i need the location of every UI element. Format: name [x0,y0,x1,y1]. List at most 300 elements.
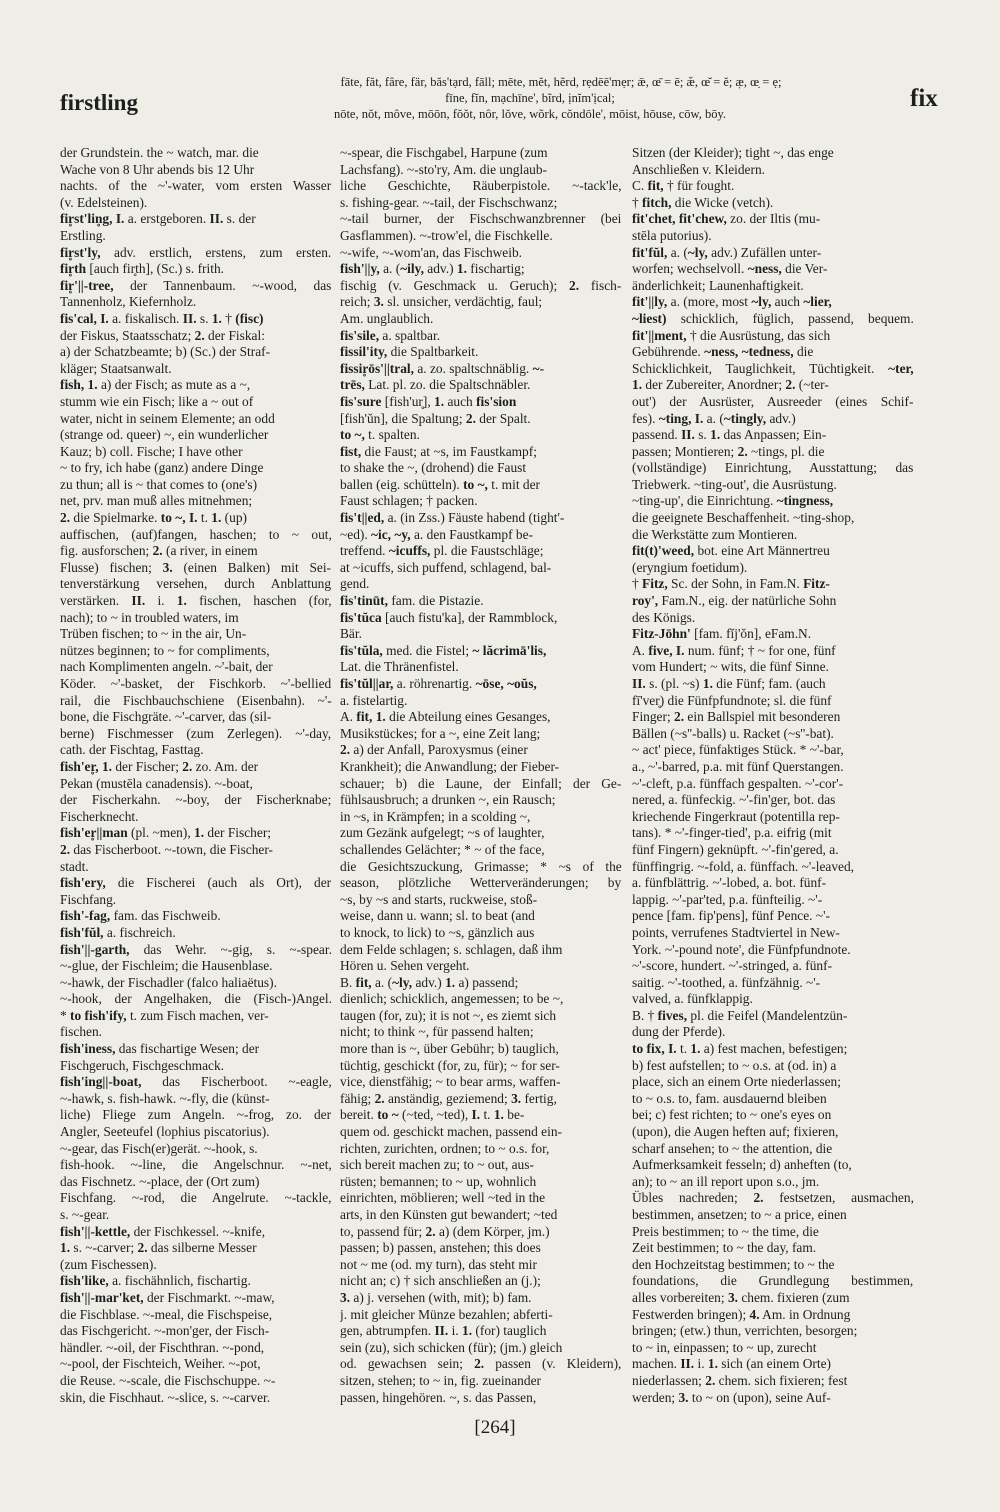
dict-line [632,925,914,942]
headword: 1. [462,1323,473,1339]
headword: 1. [710,427,721,443]
entry-text: bestimmen, ansetzen; to ~ a price, einen [632,1207,847,1222]
entry-text: Festwerden bringen); [632,1306,750,1322]
entry-text: a. ( [379,261,401,277]
dict-line [340,328,622,345]
entry-text: † [632,194,643,210]
headword: 1. [434,393,445,409]
entry-text: nicht; to think ~, für passend halten; [340,1024,534,1040]
headword: to ~, [340,427,365,443]
dict-line [60,759,332,776]
entry-text: fischen, haschen (for, [186,593,332,609]
entry-text: [fish'ŭn], die Spaltung; [340,410,466,426]
dict-line [60,792,332,809]
headword: Fitz-Jōhn' [632,626,691,642]
dict-line [60,1373,332,1390]
dict-line [340,726,622,743]
entry-text: B. [340,974,356,990]
dict-line [60,925,332,942]
dict-line [632,1323,914,1340]
dict-line [60,842,332,859]
entry-text: i. [694,1356,708,1372]
entry-text: die Wicke (vetch). [671,194,774,210]
entry-text: Übles nachreden; [632,1190,754,1206]
entry-text: a. zo. spaltschnäblig. [413,360,533,376]
headword: 1. [176,593,187,609]
entry-text: Pekan (mustēla canadensis). ~-boat, [60,775,253,791]
entry-text: ballen (eig. schütteln). [340,476,464,492]
dict-line [632,311,914,328]
entry-text: das Anpassen; Ein- [720,427,827,443]
dict-line [60,510,332,527]
entry-text: to knock, to lick) to ~s, gänzlich aus [340,924,535,940]
entry-text: fig. ausforschen; [60,543,153,559]
entry-text: med. die Fistel; [382,642,473,658]
entry-text: die Werkstätte zum Montieren. [632,526,798,542]
entry-text: t. zum Fisch machen, ver- [126,1007,269,1023]
entry-text: ~-hawk, der Fischadler (falco haliaëtus). [60,974,277,990]
entry-text: a. ( [703,410,724,426]
entry-text: Fischgeruch, Fischgeschmack. [60,1057,224,1073]
entry-text: to, passend für; [340,1223,426,1239]
dict-line [632,527,914,544]
headword: fives, [657,1007,688,1023]
entry-text: s. ~-gear. [60,1207,110,1222]
dict-line [60,576,332,593]
headword: 1. [375,709,386,725]
entry-text: to ~ o.s. to, fam. ausdauernd bleiben [632,1090,827,1106]
dict-line [340,1074,622,1091]
entry-text: Fischfang. [60,891,117,907]
entry-text: a. (more, most [667,294,752,310]
entry-text: Tannenholz, Kiefernholz. [60,294,197,310]
dict-line [632,493,914,510]
headword: fitch, [642,194,672,210]
dictionary-column-3 [632,145,914,1406]
dict-line [632,510,914,527]
entry-text: Schicklichkeit, Tauglichkeit, Tüchtigkeit. [632,360,889,376]
entry-text: berne) Fischmesser (zum Zerlegen). ~'-day, [60,725,332,741]
entry-text: bone, die Fischgräte. ~'-carver, das (sil- [60,709,272,725]
entry-text: nachts. of the ~'-water, vom ersten Wasser [60,178,332,194]
dict-line [340,1307,622,1324]
entry-text: A. [632,642,649,658]
headword: 3. [511,1090,522,1106]
dict-line [340,1323,622,1340]
dict-line [632,278,914,295]
dict-line [60,560,332,577]
dict-line [60,809,332,826]
entry-text: (eryngium foetidum). [632,559,748,575]
entry-text: Lat. pl. zo. die Spaltschnäbler. [364,377,531,393]
entry-text: s. [694,427,711,443]
dict-line [632,776,914,793]
dict-line [60,1257,332,1274]
headword: 1. [690,1041,701,1057]
entry-text: schicklich, füglich, passend, bequem. [666,310,914,326]
dict-line [60,1074,332,1091]
headword: to ~ [377,1107,399,1123]
dict-line [60,1207,332,1224]
headword: 2. [705,1372,716,1388]
entry-text: valved, a. fünfklappig. [632,991,753,1007]
dict-line [632,1091,914,1108]
dict-line [340,759,622,776]
dict-line [632,195,914,212]
headword: II. [632,676,646,691]
entry-text: gen, abtrumpfen. [340,1323,435,1339]
dict-line [340,1024,622,1041]
dict-line [340,344,622,361]
headword: 2. [182,758,193,774]
headword: ~liest) [632,310,667,326]
dict-line [60,427,332,444]
headword: fist, [340,443,362,459]
dict-line [60,527,332,544]
entry-text: a) der Schatzbeamte; b) (Sc.) der Straf- [60,344,271,360]
dict-line [632,1257,914,1274]
entry-text: das fischartige Wesen; der [115,1041,260,1057]
dict-line [632,394,914,411]
entry-text: bringen; (etw.) thun, verrichten, besorgen; [632,1323,858,1339]
entry-text: † [221,310,236,326]
entry-text: [fam. fĭj'ŏn], eFam.N. [690,626,812,642]
dict-line [340,493,622,510]
entry-text: vom Hundert; ~ wits, die fünf Sinne. [632,659,829,675]
dict-line [340,1091,622,1108]
entry-text: Erstling. [60,227,106,243]
headword: 3. [373,294,384,310]
headword: to ~, [463,476,488,492]
dict-line [340,676,622,693]
entry-text: Kauz; b) coll. Fische; I have other [60,443,243,459]
entry-text: Angler, Seeteufel (lophius piscatorius). [60,1124,270,1140]
entry-text: schauer; b) die Laune, der Einfall; der Ge- [340,775,622,791]
dict-line [60,394,332,411]
entry-text: † [632,576,643,592]
dict-line [60,776,332,793]
entry-text: (einen Balken) mit Sei- [172,559,332,575]
entry-text: machen. [632,1356,681,1372]
entry-text: Zeit bestimmen; to ~ the day, fam. [632,1240,817,1256]
headword: fish'like, [60,1273,109,1289]
headword: ~ily, [400,261,424,277]
headword: fis'tŭca [340,609,382,625]
dict-line [632,693,914,710]
dict-line [60,610,332,627]
dict-line [340,527,622,544]
entry-text: kriechende Fingerkraut (potentilla rep- [632,808,840,824]
entry-text: festsetzen, ausmachen, [763,1190,914,1206]
headword: I. [471,1107,481,1123]
headword: fir̥st'lin̥g, [60,211,113,227]
entry-text: niederlassen; [632,1372,706,1388]
headword: trēs, [340,377,365,393]
entry-text: a) j. versehen (with, mit); b) fam. [350,1289,532,1305]
entry-text: a) fest machen, befestigen; [700,1041,848,1057]
entry-text: ~ed). [340,526,372,542]
headword: 1. [632,377,643,393]
headword: 2. [137,1240,148,1256]
dict-line [632,1273,914,1290]
headword: 4. [749,1306,760,1322]
entry-text: points, verrufenes Stadtviertel in New- [632,924,840,940]
dict-line [340,1390,622,1407]
entry-text: die Gesichtszuckung, Grimasse; * ~s of the [340,858,622,874]
entry-text: s. der [223,211,256,227]
headword: ~tingly, [723,410,767,426]
dict-line [632,1224,914,1241]
dict-line [632,1141,914,1158]
entry-text: sitzen, stehen; to ~ in, fig. zueinander [340,1372,541,1388]
entry-text: nach Komplimenten angeln. ~'-bait, der [60,659,273,675]
dict-line [340,1157,622,1174]
entry-text: Aufmerksamkeit fesseln; d) anheften (to, [632,1157,852,1173]
entry-text: der Spalt. [475,410,531,426]
dict-line [632,1190,914,1207]
headword: 1. [211,510,222,526]
headword: ~ly, [392,974,413,990]
pronunciation-key-line-2: fīne, fĭn, mạchīne', bĩrd, ịnĭm'ịcal; [445,91,615,105]
entry-text: passen; Montieren; [632,443,738,459]
dict-line [340,145,622,162]
headword: 3. [340,1289,351,1305]
headword: fish'-fag, [60,908,111,924]
dict-line [60,742,332,759]
headword: Fitz, [642,576,668,592]
entry-text: weise, dann u. wann; sl. to beat (and [340,908,535,924]
entry-text: foundations, die Grundlegung bestimmen, [632,1273,914,1289]
dict-line [60,726,332,743]
dict-line [632,411,914,428]
dict-line [632,742,914,759]
entry-text: j. mit gleicher Münze bezahlen; abferti- [340,1306,553,1322]
entry-text: der Tannenbaum. ~-wood, das [113,277,332,293]
dict-line [340,643,622,660]
entry-text: † die Ausrüstung, das sich [686,327,831,343]
entry-text: das Fischgericht. ~-mon'ger, der Fisch- [60,1323,270,1339]
entry-text: stēla putorius). [632,227,712,243]
headword: fit'chet, fit'chew, [632,211,727,227]
dict-line [632,1207,914,1224]
entry-text: season, plötzliche Wetterveränderungen; by [340,875,622,891]
headword: 1. [445,974,456,990]
dict-line [60,1340,332,1357]
entry-text: A. [340,709,357,725]
headword: 2. [60,510,71,526]
headword: Fitz- [803,576,830,592]
entry-text: Musikstückes; for a ~, eine Zeit lang; [340,725,541,741]
entry-text: auch [771,294,804,310]
entry-text: passend. [632,427,682,443]
entry-text: pl. die Feifel (Mandelentzün- [687,1007,848,1023]
dict-line [340,1290,622,1307]
dict-line [60,1323,332,1340]
dict-line [60,1124,332,1141]
dict-line [60,991,332,1008]
entry-text: Anschließen v. Kleidern. [632,161,765,177]
headword: fish, [60,377,85,393]
entry-text: schallendes Gelächter; * ~ of the face, [340,841,545,857]
entry-text: fünf Fingern) geknüpft. ~'-fin'gered, a. [632,841,839,857]
entry-text: der Zubereiter, Anordner; [642,377,786,393]
dict-line [340,875,622,892]
headword: ~ting, I. [658,410,704,426]
dict-line [340,1273,622,1290]
headword: 2. [152,543,163,559]
headword: (fisc) [235,310,264,326]
dict-line [632,294,914,311]
entry-text: t. mit der [487,476,540,492]
entry-text: der Fiskal: [204,327,265,343]
entry-text: od. gewachsen sein; [340,1356,475,1372]
entry-text: nicht an; c) † sich anschließen an (j.); [340,1273,541,1289]
dict-line [340,294,622,311]
entry-text: die Abteilung eines Gesanges, [385,709,551,725]
guide-word-first: firstling [60,90,138,115]
entry-text: s. [196,310,212,326]
entry-text: in ~s, in Krämpfen; in a scolding ~, [340,808,531,824]
page-number: [264] [474,1417,516,1438]
entry-text: die [793,344,814,360]
entry-text: C. [632,178,648,194]
dict-line [632,610,914,627]
dict-line [60,444,332,461]
dict-line [632,1290,914,1307]
dict-line [60,975,332,992]
dict-line [632,975,914,992]
entry-text: to ~ on (upon), seine Auf- [688,1389,831,1405]
headword: ~lier, [803,294,832,310]
dict-line [340,1058,622,1075]
dict-line [632,1307,914,1324]
entry-text: Am. in Ordnung [759,1306,851,1322]
entry-text: bot. eine Art Männertreu [694,543,830,559]
entry-text: a., ~'-barred, p.a. mit fünf Querstangen. [632,758,844,774]
dict-line [340,377,622,394]
entry-text: sein (zu), sich schicken (für); (jm.) gleich [340,1339,563,1355]
dict-line [340,576,622,593]
dict-line [632,676,914,693]
dict-line [340,626,622,643]
headword: 3. [727,1289,738,1305]
dict-line [340,278,622,295]
entry-text: a. fünfblättrig. ~'-lobed, a. bot. fünf- [632,875,827,891]
headword: fis'sile, [340,327,380,343]
entry-text: a. ( [667,244,688,260]
entry-text: a. fistelartig. [340,692,408,708]
headword: fish'||-mar'ket, [60,1289,144,1305]
entry-text: Sc. der Sohn, in Fam.N. [667,576,804,592]
headword: fit'||ment, [632,327,687,343]
headword: fissir̥ōs'||tral, [340,360,414,376]
entry-text: ~-wife, ~-wom'an, das Fischweib. [340,244,523,260]
entry-text: das Fischerboot. ~-town, die Fischer- [70,841,274,857]
entry-text: ~-hawk, s. fish-hawk. ~-fly, die (künst- [60,1090,270,1106]
dict-line [60,1190,332,1207]
entry-text: vice, dienstfähig; ~ to bear arms, waffen- [340,1074,561,1090]
dict-line [632,560,914,577]
dict-line [60,825,332,842]
headword: fis't||ed, [340,510,385,526]
dict-line [340,593,622,610]
entry-text: ~-hook, der Angelhaken, die (Fisch-)Angel. [60,991,332,1007]
dict-line [632,593,914,610]
headword: fish'||-kettle, [60,1223,131,1239]
headword: 2. [60,841,71,857]
headword: 3. [162,559,173,575]
dict-line [632,659,914,676]
dict-line [632,245,914,262]
dict-line [60,1273,332,1290]
entry-text: adv. erstlich, erstens, zum ersten. [100,244,332,260]
entry-text: fes). [632,410,659,426]
dict-line [60,1041,332,1058]
entry-text: das Fischnetz. ~-place, der (Ort zum) [60,1173,260,1189]
entry-text: die Faust; at ~s, im Faustkampf; [361,443,537,459]
entry-text: Gebührende. [632,344,705,360]
headword: 2. [374,1090,385,1106]
headword: fir̥'||-tree, [60,277,114,293]
dict-line [632,643,914,660]
dict-line [632,892,914,909]
entry-text: Wache von 8 Uhr abends bis 12 Uhr [60,161,255,177]
entry-text: sich bereit machen zu; to ~ out, aus- [340,1157,534,1173]
entry-text: net, prv. man muß alles mitnehmen; [60,493,253,509]
dict-line [340,311,622,328]
dict-line [340,1373,622,1390]
entry-text: lappig. ~'-par'ted, p.a. fünfteilig. ~'- [632,891,823,907]
entry-text: fish-hook. ~-line, die Angelschnur. ~-net, [60,1157,332,1173]
entry-text: scharf ansehen; to ~ the attention, die [632,1140,833,1156]
dict-line [632,1174,914,1191]
dict-line [632,942,914,959]
headword: II. [680,1356,695,1372]
headword: fis'tŭl||ar, [340,676,394,691]
entry-text: rüsten; bemannen; to ~ up, wohnlich [340,1173,537,1189]
guide-word-last: fix [910,85,938,112]
dict-line [340,809,622,826]
dict-line [340,925,622,942]
headword: 2. [194,327,205,343]
headword: to ~, I. [160,510,198,526]
headword: 1. [60,1240,71,1256]
headword: fish'||-garth, [60,941,130,957]
dict-line [632,361,914,378]
entry-text: die Spielmarke. [70,510,161,526]
dict-line [340,792,622,809]
headword: I. [675,642,685,658]
dict-line [60,543,332,560]
entry-text: verstärken. [60,593,132,609]
entry-text: Finger; [632,709,675,725]
entry-text: die Fischerei (auch als Ort), der [105,875,332,891]
dict-line [340,543,622,560]
dict-line [632,543,914,560]
entry-text: adv.) [766,410,796,426]
entry-text: fischartig; [466,261,525,277]
dict-line [60,1091,332,1108]
entry-text: out') der Ausrüster, Ausreeder (eines Schif- [632,393,914,409]
entry-text: änderlichkeit; Launenhaftigkeit. [632,277,804,293]
entry-text: ~ to fry, ich habe (ganz) andere Dinge [60,460,264,476]
dict-line [632,908,914,925]
entry-text: t. [676,1041,691,1057]
entry-text: fertig, [521,1090,557,1106]
entry-text: fam. das Fischweib. [110,908,221,924]
entry-text: a. fischähnlich, fischartig. [108,1273,251,1289]
dict-line [340,842,622,859]
